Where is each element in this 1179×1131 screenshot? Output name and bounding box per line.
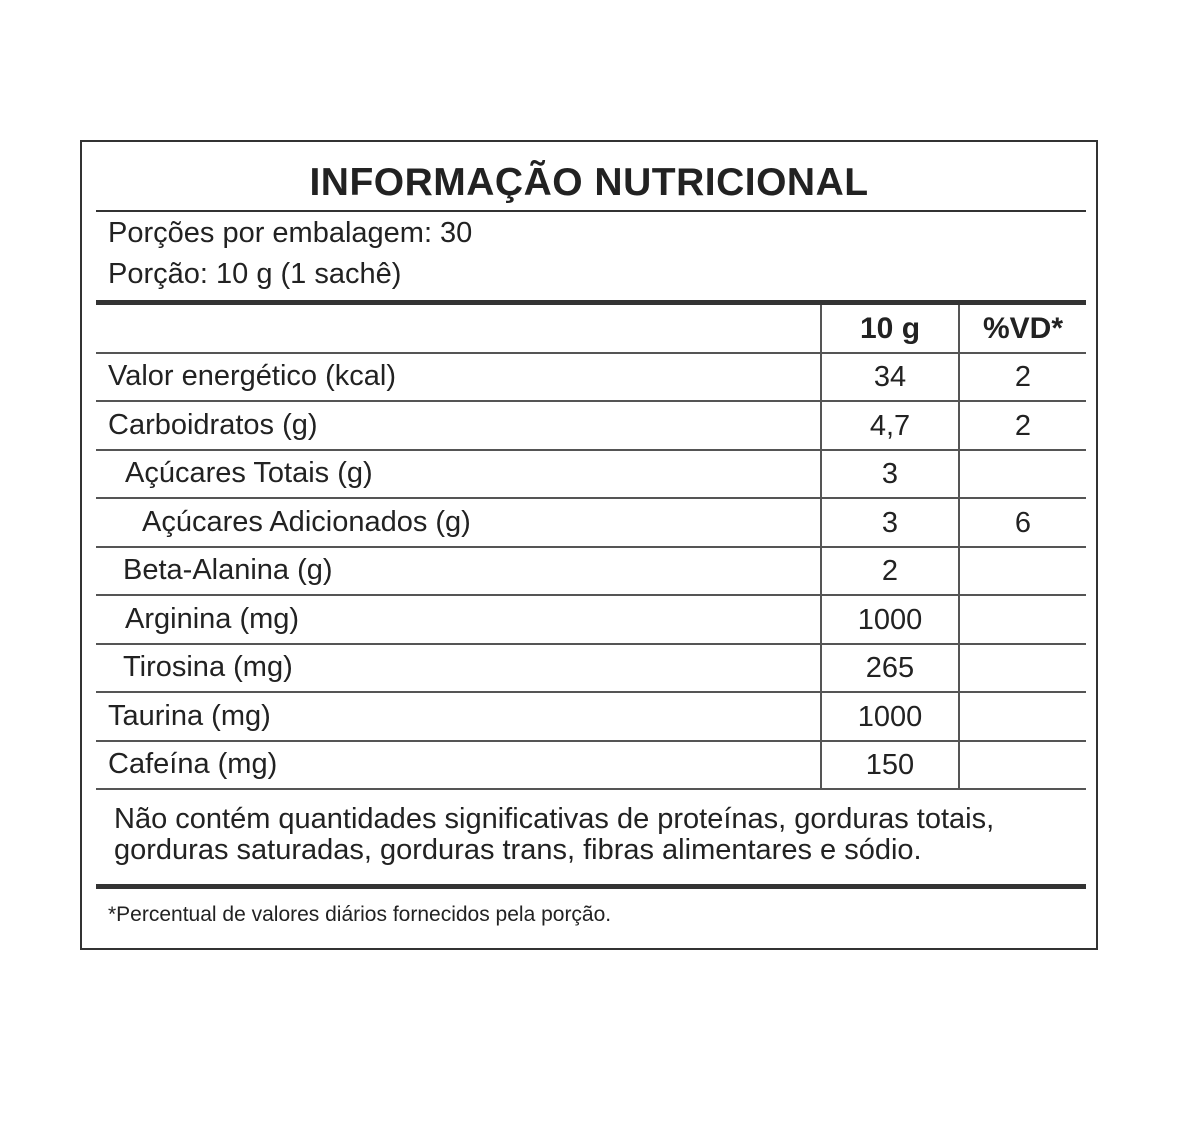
nutrient-dv xyxy=(958,596,1086,645)
table-row xyxy=(96,596,1086,645)
nutrient-amount: 1000 xyxy=(820,596,958,645)
table-row xyxy=(96,354,1086,403)
nutrient-amount: 150 xyxy=(820,742,958,791)
nutrient-name: Carboidratos (g) xyxy=(108,408,318,441)
table-row xyxy=(96,693,1086,742)
nutrition-facts-panel xyxy=(80,140,1098,950)
title-divider xyxy=(96,210,1086,212)
dv-footnote: *Percentual de valores diários fornecidos pela porção. xyxy=(108,903,612,926)
nutrient-dv xyxy=(958,451,1086,500)
nutrient-dv xyxy=(958,645,1086,694)
nutrient-dv xyxy=(958,548,1086,597)
table-row xyxy=(96,451,1086,500)
nutrient-amount: 3 xyxy=(820,451,958,500)
nutrient-name: Cafeína (mg) xyxy=(108,748,278,781)
table-row xyxy=(96,645,1086,694)
nutrient-disclaimer: Não contém quantidades significativas de proteínas, gorduras totais, gorduras saturadas, gorduras trans, fibras alimentares e sódio. xyxy=(114,803,995,866)
nutrient-amount: 34 xyxy=(820,354,958,403)
nutrient-dv: 2 xyxy=(958,354,1086,403)
nutrient-amount: 265 xyxy=(820,645,958,694)
nutrient-dv: 2 xyxy=(958,402,1086,451)
nutrient-amount: 1000 xyxy=(820,693,958,742)
nutrient-amount: 2 xyxy=(820,548,958,597)
nutrient-name: Taurina (mg) xyxy=(108,699,271,732)
column-header-dv: %VD* xyxy=(958,305,1086,354)
table-header-row xyxy=(96,305,1086,354)
nutrient-name: Tirosina (mg) xyxy=(123,651,293,684)
nutrient-dv xyxy=(958,693,1086,742)
nutrient-name: Arginina (mg) xyxy=(125,602,300,635)
nutrient-amount: 4,7 xyxy=(820,402,958,451)
nutrient-name: Valor energético (kcal) xyxy=(108,360,396,393)
footer-thick-divider xyxy=(96,884,1086,889)
nutrient-dv xyxy=(958,742,1086,791)
table-row xyxy=(96,548,1086,597)
servings-per-package: Porções por embalagem: 30 xyxy=(108,217,473,249)
nutrition-table xyxy=(96,305,1086,790)
nutrient-name: Beta-Alanina (g) xyxy=(123,554,333,587)
nutrient-amount: 3 xyxy=(820,499,958,548)
table-row xyxy=(96,499,1086,548)
nutrient-name: Açúcares Adicionados (g) xyxy=(142,505,471,538)
nutrient-dv: 6 xyxy=(958,499,1086,548)
column-header-amount: 10 g xyxy=(820,305,958,354)
nutrient-name: Açúcares Totais (g) xyxy=(125,457,373,490)
serving-size: Porção: 10 g (1 sachê) xyxy=(108,258,402,290)
table-row xyxy=(96,402,1086,451)
label-title: INFORMAÇÃO NUTRICIONAL xyxy=(309,161,869,204)
table-row xyxy=(96,742,1086,791)
